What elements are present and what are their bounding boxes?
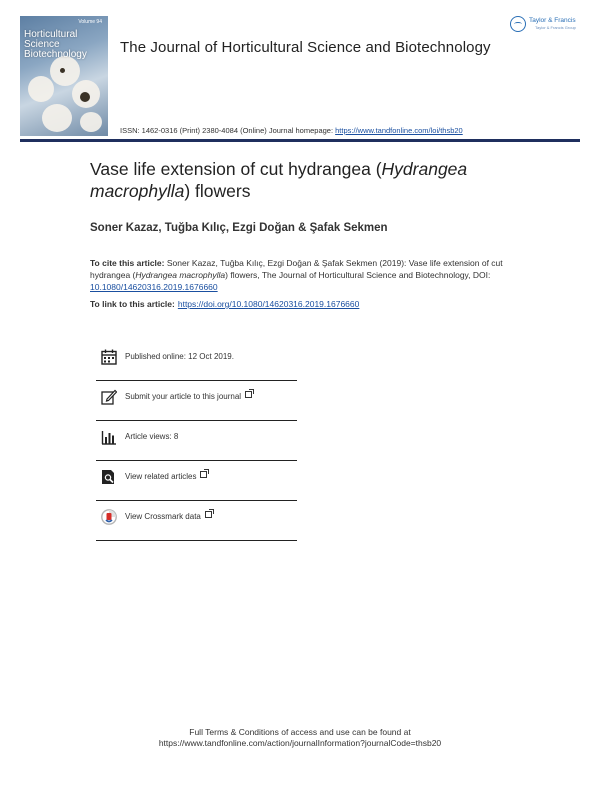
crossmark-link[interactable] bbox=[125, 512, 212, 521]
related-articles-row[interactable] bbox=[96, 461, 297, 501]
article-views-text: Article views: 8 bbox=[125, 432, 179, 441]
cover-title-line-3: Biotechnology bbox=[24, 49, 87, 60]
published-online-text: Published online: 12 Oct 2019. bbox=[125, 352, 234, 361]
crossmark-icon bbox=[101, 509, 117, 525]
citation-block bbox=[90, 257, 530, 293]
crossmark-text: View Crossmark data bbox=[125, 512, 201, 521]
publisher-name: Taylor & Francis bbox=[529, 17, 576, 24]
submit-article-link[interactable] bbox=[125, 392, 252, 401]
submit-article-text: Submit your article to this journal bbox=[125, 392, 242, 401]
cover-title-line-1: Horticultural bbox=[24, 29, 78, 40]
publisher-subtitle: Taylor & Francis Group bbox=[535, 25, 576, 30]
external-link-icon bbox=[245, 391, 252, 398]
issn-text: ISSN: 1462-0316 (Print) 2380-4084 (Online) Journal homepage: bbox=[120, 126, 334, 135]
publisher-logo-icon bbox=[510, 16, 526, 32]
title-part-1: Vase life extension of cut hydrangea ( bbox=[90, 159, 382, 179]
related-articles-text: View related articles bbox=[125, 472, 197, 481]
link-label: To link to this article: bbox=[90, 299, 175, 309]
citation-italic: Hydrangea macrophylla bbox=[135, 270, 226, 280]
journal-homepage-link[interactable]: https://www.tandfonline.com/loi/thsb20 bbox=[335, 126, 463, 135]
cover-title bbox=[24, 30, 106, 60]
issn-line bbox=[120, 126, 463, 135]
citation-label: To cite this article: bbox=[90, 258, 165, 268]
header-divider bbox=[20, 139, 580, 142]
related-articles-link[interactable] bbox=[125, 472, 207, 481]
footer-line-1: Full Terms & Conditions of access and use can be found at bbox=[189, 727, 411, 737]
authors: Soner Kazaz, Tuğba Kılıç, Ezgi Doğan & Şafak Sekmen bbox=[90, 222, 388, 234]
published-online-row bbox=[96, 341, 297, 381]
article-doi-link[interactable]: https://doi.org/10.1080/14620316.2019.1676660 bbox=[177, 299, 360, 309]
article-title bbox=[90, 158, 530, 202]
title-italic: Hydrangea macrophylla bbox=[90, 159, 468, 201]
publisher-logo[interactable] bbox=[510, 16, 586, 38]
external-link-icon bbox=[200, 471, 207, 478]
footer-terms-link[interactable]: https://www.tandfonline.com/action/journalInformation?journalCode=thsb20 bbox=[158, 738, 442, 748]
search-document-icon bbox=[101, 469, 117, 485]
external-link-icon bbox=[205, 511, 212, 518]
article-views-row bbox=[96, 421, 297, 461]
journal-cover-image bbox=[20, 16, 108, 136]
citation-text-1: Soner Kazaz, Tuğba Kılıç, Ezgi Doğan & Şafak Sekmen (2019): Vase life extension of cut hydrangea ( bbox=[90, 258, 503, 280]
cover-tag: Volume 94 bbox=[78, 19, 102, 25]
crossmark-row[interactable] bbox=[96, 501, 297, 541]
citation-doi-link[interactable]: 10.1080/14620316.2019.1676660 bbox=[90, 282, 218, 292]
bar-chart-icon bbox=[101, 429, 117, 445]
article-link-line bbox=[90, 299, 359, 309]
row-divider bbox=[96, 540, 297, 541]
citation-text-2: ) flowers, The Journal of Horticultural Science and Biotechnology, DOI: bbox=[225, 270, 491, 280]
submit-article-row[interactable] bbox=[96, 381, 297, 421]
footer bbox=[0, 727, 600, 749]
title-part-2: ) flowers bbox=[184, 181, 251, 201]
calendar-icon bbox=[101, 349, 117, 365]
edit-icon bbox=[101, 389, 117, 405]
journal-name: The Journal of Horticultural Science and Biotechnology bbox=[120, 39, 491, 56]
cover-title-line-2: Science bbox=[24, 39, 60, 50]
